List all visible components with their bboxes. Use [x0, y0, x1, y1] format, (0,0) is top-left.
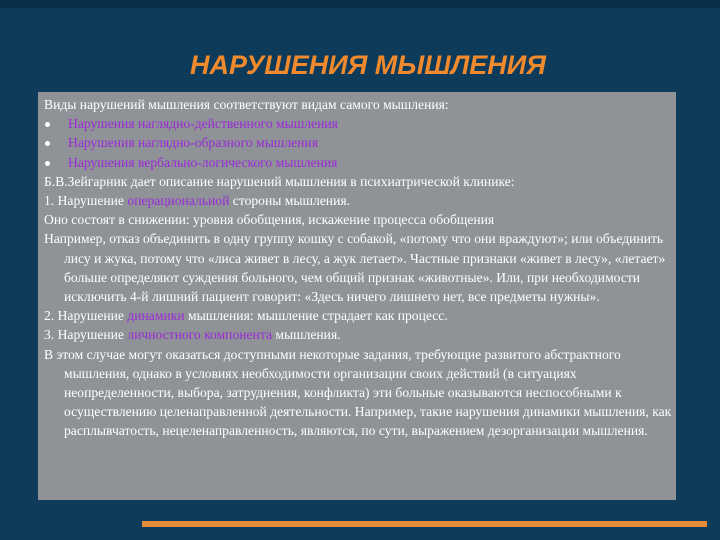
item-1-detail: Оно состоят в снижении: уровня обобщения, искажение процесса обобщения: [44, 212, 495, 228]
item-1-prefix: 1. Нарушение: [44, 193, 128, 209]
item-1-highlight: операциональной: [127, 193, 230, 209]
top-bar: [0, 0, 720, 8]
item-3-highlight: личностного компонента: [127, 327, 272, 343]
item-3: [44, 325, 674, 344]
accent-bar: [142, 521, 707, 527]
item-3-prefix: 3. Нарушение: [44, 327, 128, 343]
item-1: [44, 191, 674, 210]
bullet-item: Нарушения наглядно-действенного мышления: [44, 114, 674, 133]
item-2-prefix: 2. Нарушение: [44, 308, 128, 324]
intro-text: Виды нарушений мышления соответствуют видам самого мышления:: [44, 97, 449, 112]
item-2-suffix: мышления: мышление страдает как процесс.: [184, 308, 448, 324]
item-1-suffix: стороны мышления.: [229, 193, 351, 209]
bullet-item: Нарушения наглядно-образного мышления: [44, 133, 674, 152]
zeigarnik-text: Б.В.Зейгарник дает описание нарушений мышления в психиатрической клинике:: [44, 173, 515, 189]
slide-body: [44, 95, 674, 441]
example-paragraph: Например, отказ объединить в одну группу кошку с собакой, «потому что они враждуют»; или объединить лису и жука, потому что «лиса живет в лесу, а жук летает». Частные признаки «живет в лесу», «летает» больше определяют суждения больного, чем общий признак «животные». Или, при необходимости исключить 4-й лишний пациент говорит: «Здесь ничего лишнего нет, все предметы нужны».: [44, 231, 666, 305]
bullet-item: Нарушения вербально-логического мышления: [44, 153, 674, 172]
conclusion-paragraph: В этом случае могут оказаться доступными некоторые задания, требующие развитого абстрактного мышления, однако в условиях необходимости организации своих действий (в ситуациях неопределенности, выбора, затруднения, конфликта) эти больные оказываются неспособными к осуществлению целенаправленной деятельности. Например, такие нарушения динамики мышления, как расплывчатость, нецеленаправленность, являются, по сути, выражением дезорганизации мышления.: [44, 346, 672, 439]
item-2: [44, 306, 674, 325]
slide-title: НАРУШЕНИЯ МЫШЛЕНИЯ: [190, 50, 546, 80]
item-2-highlight: динамики: [127, 308, 185, 324]
title-container: [0, 50, 720, 81]
item-3-suffix: мышления.: [271, 327, 341, 343]
